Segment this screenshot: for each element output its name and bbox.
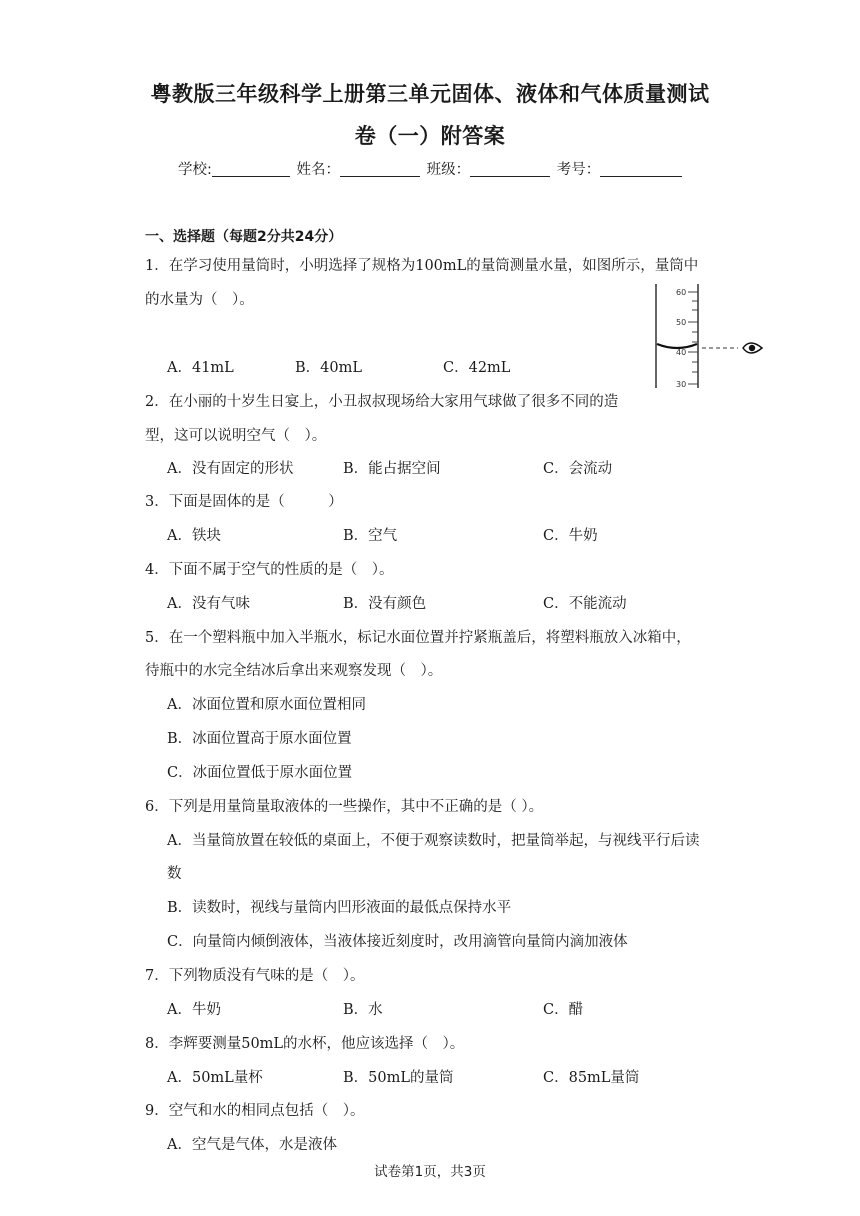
question-1-stem: 1．在学习使用量筒时，小明选择了规格为100mL的量筒测量水量，如图所示，量筒中 [145, 258, 699, 274]
name-blank[interactable] [340, 160, 420, 177]
question-4-option-c[interactable]: C．不能流动 [543, 596, 627, 612]
question-7-option-b[interactable]: B．水 [343, 1002, 383, 1018]
question-8-option-b[interactable]: B．50mL的量筒 [343, 1070, 454, 1086]
question-1-option-a[interactable]: A．41mL [167, 360, 234, 376]
tick-label-50: 50 [676, 318, 687, 327]
question-7-option-c[interactable]: C．醋 [543, 1002, 584, 1018]
liquid-meniscus [657, 344, 697, 348]
question-4-option-a[interactable]: A．没有气味 [167, 596, 250, 612]
question-5-option-c[interactable]: C．冰面位置低于原水面位置 [167, 765, 353, 781]
question-9-stem: 9．空气和水的相同点包括（ ）。 [145, 1103, 365, 1119]
question-2-option-b[interactable]: B．能占据空间 [343, 461, 441, 477]
question-6-option-c[interactable]: C．向量筒内倾倒液体，当液体接近刻度时，改用滴管向量筒内滴加液体 [167, 934, 628, 950]
exam-no-label: 考号： [556, 162, 601, 178]
school-label: 学校: [178, 162, 212, 178]
eye-icon [743, 343, 762, 353]
question-1-stem-cont: 的水量为（ ）。 [145, 292, 254, 308]
question-3-option-c[interactable]: C．牛奶 [543, 528, 598, 544]
exam-no-blank[interactable] [600, 160, 682, 177]
question-2-stem-cont: 型，这可以说明空气（ ）。 [145, 428, 327, 444]
question-8-option-a[interactable]: A．50mL量杯 [167, 1070, 263, 1086]
page-footer: 试卷第1页，共3页 [374, 1164, 486, 1180]
page-title-line-2: 卷（一）附答案 [354, 124, 506, 148]
question-5-stem: 5．在一个塑料瓶中加入半瓶水，标记水面位置并拧紧瓶盖后，将塑料瓶放入冰箱中， [145, 630, 691, 646]
question-6-stem: 6．下列是用量筒量取液体的一些操作，其中不正确的是（ ）。 [145, 799, 544, 815]
question-4-option-b[interactable]: B．没有颜色 [343, 596, 427, 612]
question-8-stem: 8．李辉要测量50mL的水杯，他应该选择（ ）。 [145, 1036, 465, 1052]
question-2-option-a[interactable]: A．没有固定的形状 [167, 461, 294, 477]
question-8-option-c[interactable]: C．85mL量筒 [543, 1070, 640, 1086]
class-blank[interactable] [470, 160, 550, 177]
question-1-option-c[interactable]: C．42mL [443, 360, 511, 376]
question-6-option-a-cont[interactable]: 数 [167, 866, 182, 882]
tick-label-40: 40 [676, 348, 687, 357]
student-info-row [178, 158, 684, 179]
question-2-option-c[interactable]: C．会流动 [543, 461, 613, 477]
name-label: 姓名： [296, 162, 340, 178]
class-label: 班级： [426, 162, 471, 178]
measuring-cylinder-figure [640, 280, 770, 392]
question-4-stem: 4．下面不属于空气的性质的是（ ）。 [145, 562, 394, 578]
question-6-option-b[interactable]: B．读数时，视线与量筒内凹形液面的最低点保持水平 [167, 900, 512, 916]
question-1-option-b[interactable]: B．40mL [295, 360, 362, 376]
question-3-stem: 3．下面是固体的是（ ） [145, 494, 343, 510]
school-blank[interactable] [212, 160, 290, 177]
question-5-stem-cont: 待瓶中的水完全结冰后拿出来观察发现（ ）。 [145, 663, 443, 679]
section-heading: 一、选择题（每题2分共24分） [145, 229, 343, 245]
question-9-option-a[interactable]: A．空气是气体，水是液体 [167, 1137, 337, 1153]
question-2-stem: 2．在小丽的十岁生日宴上，小丑叔叔现场给大家用气球做了很多不同的造 [145, 394, 619, 410]
page-title-line-1: 粤教版三年级科学上册第三单元固体、液体和气体质量测试 [150, 82, 710, 106]
tick-label-60: 60 [676, 288, 687, 297]
question-5-option-a[interactable]: A．冰面位置和原水面位置相同 [167, 697, 366, 713]
question-6-option-a[interactable]: A．当量筒放置在较低的桌面上，不便于观察读数时，把量筒举起，与视线平行后读 [167, 833, 700, 849]
question-3-option-b[interactable]: B．空气 [343, 528, 398, 544]
question-5-option-b[interactable]: B．冰面位置高于原水面位置 [167, 731, 352, 747]
question-7-option-a[interactable]: A．牛奶 [167, 1002, 221, 1018]
question-3-option-a[interactable]: A．铁块 [167, 528, 221, 544]
tick-label-30: 30 [676, 380, 687, 389]
question-7-stem: 7．下列物质没有气味的是（ ）。 [145, 968, 365, 984]
